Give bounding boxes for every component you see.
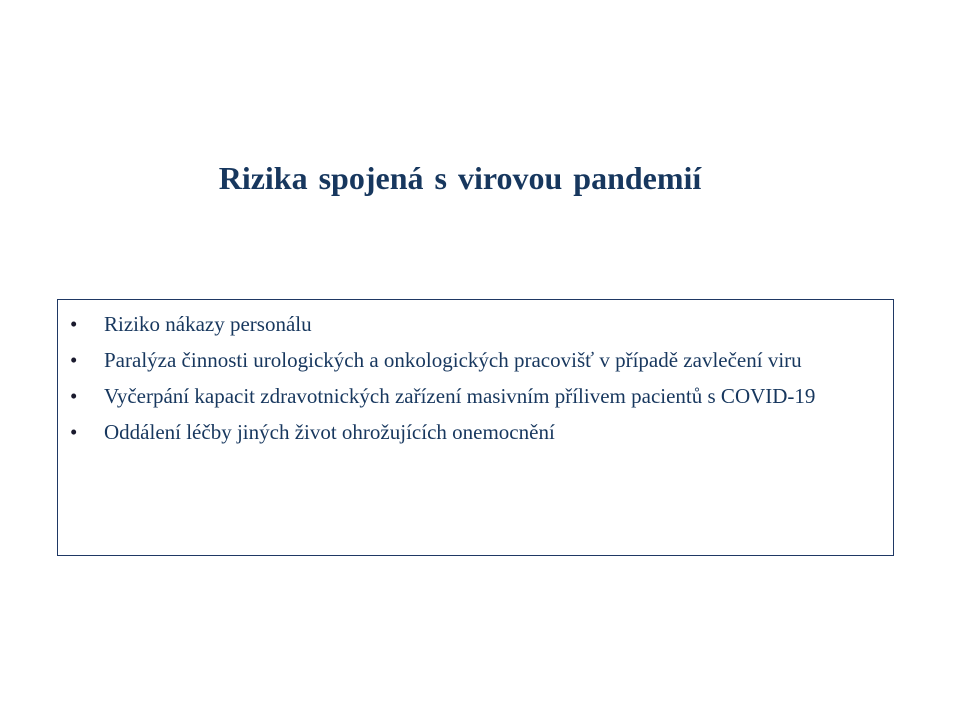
bullet-icon: • — [70, 384, 78, 408]
bullet-icon: • — [70, 348, 78, 372]
list-item — [58, 420, 878, 445]
bullet-icon: • — [70, 420, 78, 444]
bullet-text: Vyčerpání kapacit zdravotnických zařízení masivním přílivem pacientů s COVID-19 — [104, 384, 816, 408]
bullet-icon: • — [70, 312, 78, 336]
list-item — [58, 312, 878, 337]
bullet-box — [57, 299, 894, 556]
bullet-text: Oddálení léčby jiných život ohrožujících onemocnění — [104, 420, 555, 444]
bullet-list — [58, 312, 878, 456]
bullet-text: Riziko nákazy personálu — [104, 312, 312, 336]
list-item — [58, 384, 878, 409]
list-item — [58, 348, 878, 373]
slide-title: Rizika spojená s virovou pandemií — [218, 160, 702, 196]
bullet-text: Paralýza činnosti urologických a onkologických pracovišť v případě zavlečení viru — [104, 348, 802, 372]
